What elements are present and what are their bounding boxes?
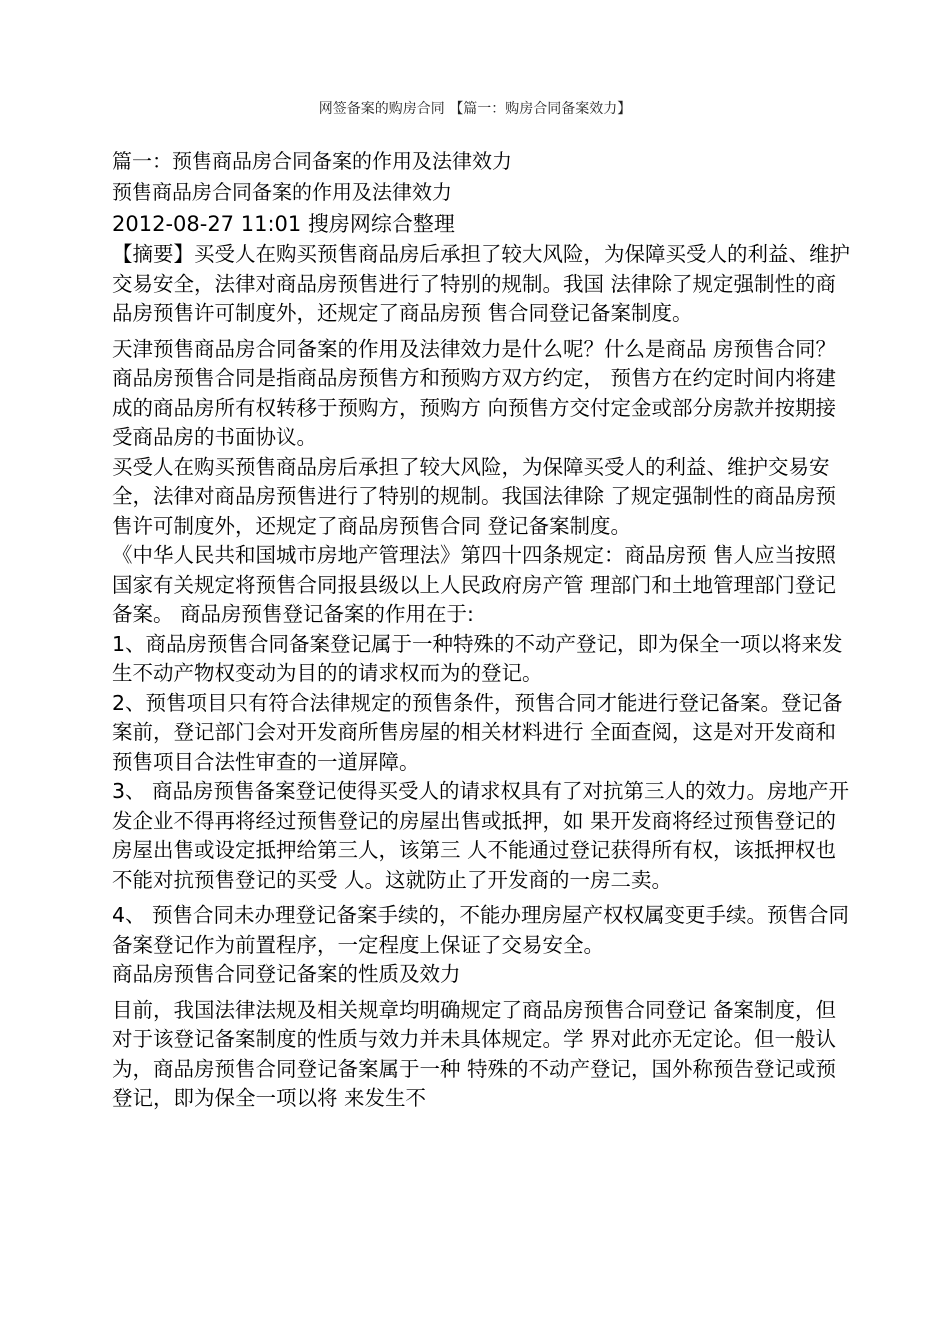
list-item: 3、 商品房预售备案登记使得买受人的请求权具有了对抗第三人的效力。房地产开发企业不得再将经过预售登记的房屋出售或抵押，如 果开发商将经过预售登记的房屋出售或设定抵押给第三人，该第三 人不能通过登记获得所有权，该抵押权也不能对抗预售登记的买受 人。这就防止了开发商的一房二卖。 [112,779,850,892]
heading-1: 篇一：预售商品房合同备案的作用及法律效力 [112,149,512,173]
paragraph: 天津预售商品房合同备案的作用及法律效力是什么呢？什么是商品 房预售合同？商品房预售合同是指商品房预售方和预购方双方约定， 预售方在约定时间内将建成的商品房所有权转移于预购方，预购方 向预售方交付定金或部分房款并按期接受商品房的书面协议。 [112,336,837,449]
list-item: 4、 预售合同未办理登记备案手续的，不能办理房屋产权权属变更手续。预售合同备案登记作为前置程序，一定程度上保证了交易安全。 [112,903,850,957]
paragraph: 买受人在购买预售商品房后承担了较大风险，为保障买受人的利益、维护交易安全，法律对商品房预售进行了特别的规制。我国法律除 了规定强制性的商品房预售许可制度外，还规定了商品房预售合同 登记备案制度。 [112,454,837,538]
page-header: 网签备案的购房合同 【篇一：购房合同备案效力】 [318,101,632,117]
document-body [112,146,854,1114]
section-heading: 商品房预售合同登记备案的性质及效力 [112,962,461,986]
dateline: 2012-08-27 11:01 搜房网综合整理 [112,212,455,236]
paragraph: 《中华人民共和国城市房地产管理法》第四十四条规定：商品房预 售人应当按照国家有关规定将预售合同报县级以上人民政府房产管 理部门和土地管理部门登记备案。 商品房预售登记备案的作用在于: [112,543,837,626]
paragraph-abstract: 【摘要】买受人在购买预售商品房后承担了较大风险，为保障买受人的利益、维护交易安全，法律对商品房预售进行了特别的规制。我国 法律除了规定强制性的商品房预售许可制度外，还规定了商品房预 售合同登记备案制度。 [112,242,850,325]
paragraph: 目前，我国法律法规及相关规章均明确规定了商品房预售合同登记 备案制度，但对于该登记备案制度的性质与效力并未具体规定。学 界对此亦无定论。但一般认为，商品房预售合同登记备案属于一种 特殊的不动产登记，国外称预告登记或预登记，即为保全一项以将 来发生不 [112,997,837,1110]
heading-2: 预售商品房合同备案的作用及法律效力 [112,180,452,204]
list-item: 1、商品房预售合同备案登记属于一种特殊的不动产登记，即为保全一项以将来发生不动产物权变动为目的的请求权而为的登记。 [112,631,843,685]
list-item: 2、预售项目只有符合法律规定的预售条件，预售合同才能进行登记备案。登记备案前，登记部门会对开发商所售房屋的相关材料进行 全面查阅，这是对开发商和预售项目合法性审查的一道屏障。 [112,690,843,774]
